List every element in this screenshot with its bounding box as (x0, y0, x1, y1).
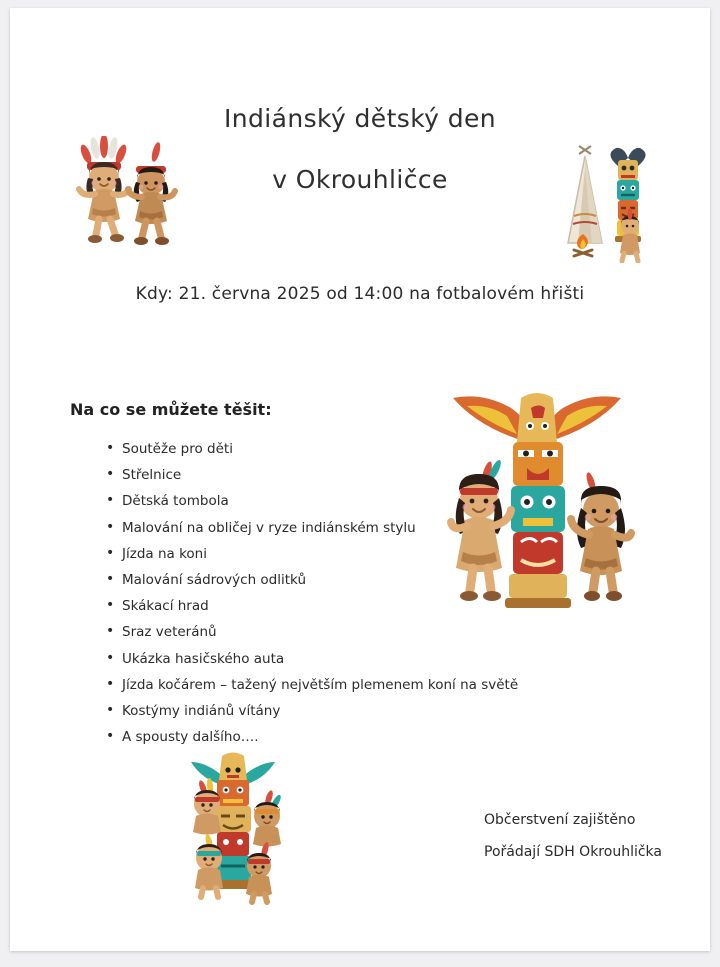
list-item: • Skákací hrad (106, 593, 576, 619)
list-item: • Sraz veteránů (106, 619, 576, 645)
totem-pole-kids-stack-illustration (165, 748, 300, 908)
activities-heading: Na co se můžete těšit: (70, 400, 272, 419)
list-item: • Jízda na koni (106, 541, 576, 567)
list-item: • Dětská tombola (106, 488, 576, 514)
event-date-line: Kdy: 21. června 2025 od 14:00 na fotbalovém hřišti (135, 284, 585, 304)
footer-organizer: Pořádají SDH Okrouhlička (484, 844, 662, 860)
teepee-totem-illustration (530, 138, 660, 263)
totem-pole-with-children-illustration (435, 390, 665, 635)
list-item: • Malování sádrových odlitků (106, 567, 576, 593)
list-item: • Ukázka hasičského auta (106, 646, 576, 672)
list-item: • Malování na obličej v ryze indiánském stylu (106, 515, 576, 541)
title-line-secondary: v Okrouhličce (272, 165, 448, 194)
footer-refreshments: Občerstvení zajištěno (484, 812, 636, 828)
footer-info (484, 804, 662, 868)
poster-page (10, 8, 710, 951)
indian-dancers-illustration (68, 136, 208, 256)
list-item: • Střelnice (106, 462, 576, 488)
title-line-primary: Indiánský dětský den (223, 104, 497, 133)
list-item: • Jízda kočárem – tažený největším plemenem koní na světě (106, 672, 576, 698)
list-item: • Soutěže pro děti (106, 436, 576, 462)
list-item: • Kostýmy indiánů vítány (106, 698, 576, 724)
list-item: • A spousty dalšího…. (106, 724, 576, 750)
